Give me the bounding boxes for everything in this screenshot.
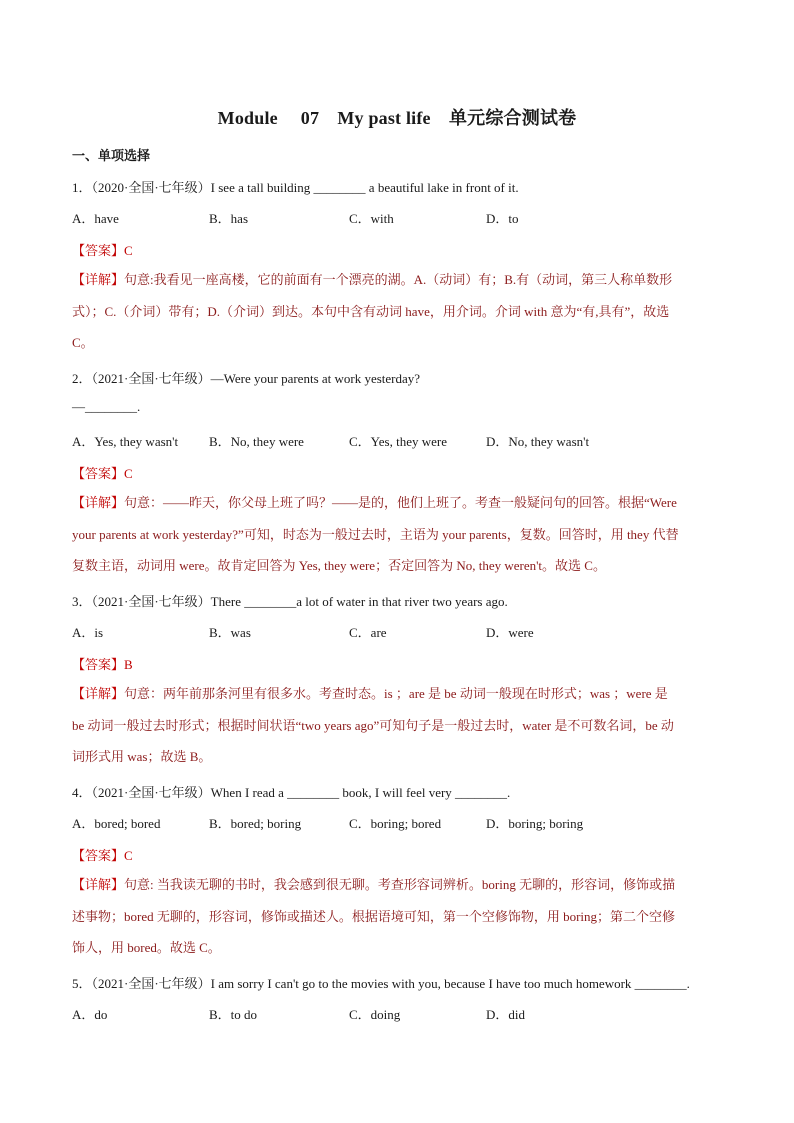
- q2-option-c: C．Yes, they were: [349, 434, 447, 449]
- question-3-options: [72, 622, 732, 640]
- q3-option-b: B．was: [209, 625, 251, 640]
- q4-option-b: B．bored; boring: [209, 816, 302, 831]
- q1-answer-value: C: [124, 243, 133, 258]
- q3-explanation-line-3: 词形式用 was；故选 B。: [72, 749, 212, 764]
- question-5-options: [72, 1004, 732, 1022]
- question-1-stem: 1．（2020·全国·七年级）I see a tall building ________ a beautiful lake in front of it.: [72, 180, 519, 195]
- question-2-options: [72, 431, 732, 449]
- question-4-options: [72, 813, 732, 831]
- question-1-options: [72, 208, 732, 226]
- q1-option-b: B．has: [209, 211, 249, 226]
- q3-explanation: [72, 678, 724, 773]
- q4-explanation-line-1: 句意: 当我读无聊的书时，我会感到很无聊。考查形容词辨析。boring 无聊的，形容词，修饰或描: [124, 877, 676, 892]
- q1-option-a: A．have: [72, 211, 119, 226]
- q2-explanation: [72, 487, 724, 582]
- q1-option-c: C．with: [349, 211, 394, 226]
- q4-option-c: C．boring; bored: [349, 816, 442, 831]
- explain-label: 【详解】: [72, 686, 125, 701]
- question-2-stem-response: —________.: [72, 399, 141, 414]
- q5-option-c: C．doing: [349, 1007, 401, 1022]
- q3-explanation-line-2: be 动词一般过去时形式；根据时间状语“two years ago”可知句子是一般过去时，water 是不可数名词，be 动: [72, 717, 674, 733]
- q5-option-a: A．do: [72, 1007, 108, 1022]
- q3-option-d: D．were: [486, 625, 534, 640]
- q3-option-c: C．are: [349, 625, 387, 640]
- q4-answer: [72, 845, 133, 864]
- question-4-stem: 4．（2021·全国·七年级）When I read a ________ book, I will feel very ________.: [72, 785, 511, 800]
- q2-answer: [72, 463, 133, 482]
- question-3-stem: 3．（2021·全国·七年级）There ________a lot of water in that river two years ago.: [72, 594, 508, 609]
- q3-explanation-line-1: 句意：两年前那条河里有很多水。考查时态。is ；are 是 be 动词一般现在时形式；was ；were 是: [124, 686, 668, 701]
- q4-explanation: [72, 869, 724, 964]
- q1-option-d: D．to: [486, 211, 519, 226]
- q1-explanation-line-3: C。: [72, 335, 94, 350]
- q1-explanation: [72, 264, 724, 359]
- q3-answer-value: B: [124, 657, 133, 672]
- q5-option-b: B．to do: [209, 1007, 258, 1022]
- question-5-stem: 5．（2021·全国·七年级）I am sorry I can't go to the movies with you, because I have too much homework ________.: [72, 976, 690, 991]
- q5-option-d: D．did: [486, 1007, 526, 1022]
- section-heading: 一、单项选择: [72, 148, 151, 163]
- q2-answer-value: C: [124, 466, 133, 481]
- answer-label: 【答案】: [72, 848, 125, 863]
- q4-explanation-line-2: 述事物；bored 无聊的，形容词，修饰或描述人。根据语境可知，第一个空修饰物，用 boring；第二个空修: [72, 908, 676, 924]
- question-2-stem: 2．（2021·全国·七年级）—Were your parents at work yesterday?: [72, 371, 421, 386]
- explain-label: 【详解】: [72, 495, 125, 510]
- q3-option-a: A．is: [72, 625, 104, 640]
- q1-explanation-line-1: 句意:我看见一座高楼，它的前面有一个漂亮的湖。A.（动词）有；B.有（动词，第三人称单数形: [124, 272, 673, 287]
- q2-explanation-line-1: 句意：——昨天，你父母上班了吗？——是的，他们上班了。考查一般疑问句的回答。根据“Were: [124, 495, 677, 510]
- q4-explanation-line-3: 饰人，用 bored。故选 C。: [72, 940, 221, 955]
- q3-answer: [72, 654, 133, 673]
- q2-explanation-line-3: 复数主语，动词用 were。故肯定回答为 Yes, they were；否定回答为 No, they weren't。故选 C。: [72, 558, 606, 573]
- answer-label: 【答案】: [72, 466, 125, 481]
- q4-answer-value: C: [124, 848, 133, 863]
- q1-answer: [72, 240, 133, 259]
- q1-explanation-line-2: 式）；C.（介词）带有；D.（介词）到达。本句中含有动词 have，用介词。介词 with 意为“有,具有”，故选: [72, 303, 670, 319]
- page-title: Module 07 My past life 单元综合测试卷: [217, 108, 577, 128]
- q4-option-d: D．boring; boring: [486, 816, 584, 831]
- answer-label: 【答案】: [72, 657, 125, 672]
- explain-label: 【详解】: [72, 272, 125, 287]
- q2-option-d: D．No, they wasn't: [486, 434, 590, 449]
- answer-label: 【答案】: [72, 243, 125, 258]
- q2-option-b: B．No, they were: [209, 434, 304, 449]
- explain-label: 【详解】: [72, 877, 125, 892]
- q2-option-a: A．Yes, they wasn't: [72, 434, 179, 449]
- q4-option-a: A．bored; bored: [72, 816, 161, 831]
- q2-explanation-line-2: your parents at work yesterday?”可知，时态为一般过去时，主语为 your parents，复数。回答时，用 they 代替: [72, 526, 679, 542]
